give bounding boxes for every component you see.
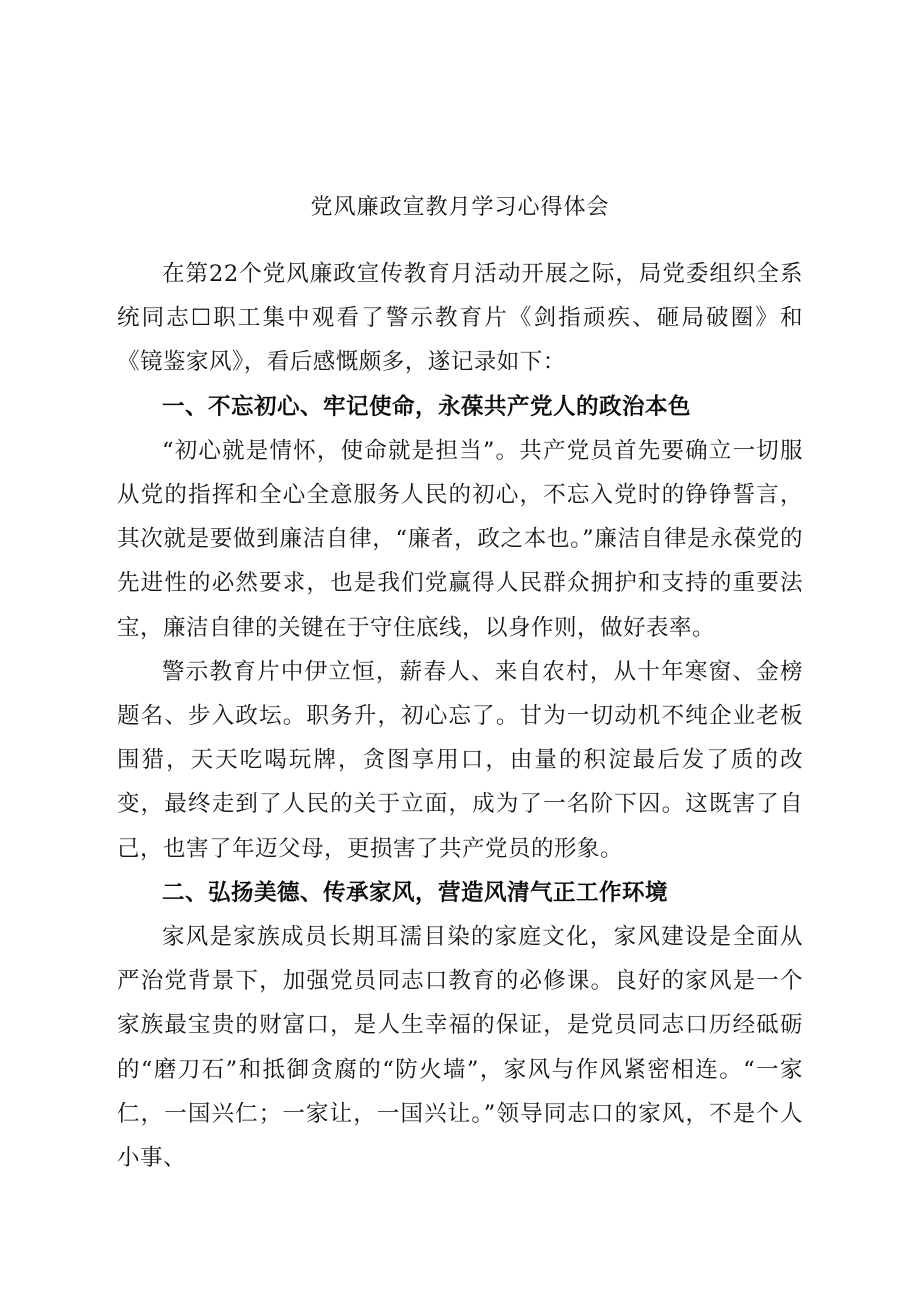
section-1-paragraph-1: “初心就是情怀，使命就是担当”。共产党员首先要确立一切服从党的指挥和全心全意服务人民的初心，不忘入党时的铮铮誓言，其次就是要做到廉洁自律，“廉者，政之本也。”廉洁自律是永葆党的先进性的必然要求，也是我们党赢得人民群众拥护和支持的重要法宝，廉洁自律的关键在于守住底线，以身作则，做好表率。 <box>117 437 803 641</box>
document-title: 党风廉政宣教月学习心得体会 <box>310 195 610 220</box>
section-1-paragraph-2: 警示教育片中伊立恒，薪春人、来自农村，从十年寒窗、金榜题名、步入政坛。职务升，初心忘了。甘为一切动机不纯企业老板围猎，天天吃喝玩牌，贪图享用口，由量的积淀最后发了质的改变，最终走到了人民的关于立面，成为了一名阶下囚。这既害了自己，也害了年迈父母，更损害了共产党员的形象。 <box>117 658 803 862</box>
section-2-heading: 二、弘扬美德、传承家风，营造风清气正工作环境 <box>162 879 669 906</box>
section-2-paragraph-1: 家风是家族成员长期耳濡目染的家庭文化，家风建设是全面从严治党背景下，加强党员同志口教育的必修课。良好的家风是一个家族最宝贵的财富口，是人生幸福的保证，是党员同志口历经砥砺的“磨刀石”和抵御贪腐的“防火墙”，家风与作风紧密相连。“一家仁，一国兴仁；一家让，一国兴让。”领导同志口的家风，不是个人小事、 <box>117 924 803 1172</box>
section-1-heading: 一、不忘初心、牢记使命，永葆共产党人的政治本色 <box>162 393 692 420</box>
intro-paragraph: 在第22个党风廉政宣传教育月活动开展之际，局党委组织全系统同志☐职工集中观看了警示教育片《剑指顽疾、砸局破圈》和《镜鉴家风》，看后感慨颇多，遂记录如下： <box>117 261 803 376</box>
document-body <box>117 252 803 1180</box>
